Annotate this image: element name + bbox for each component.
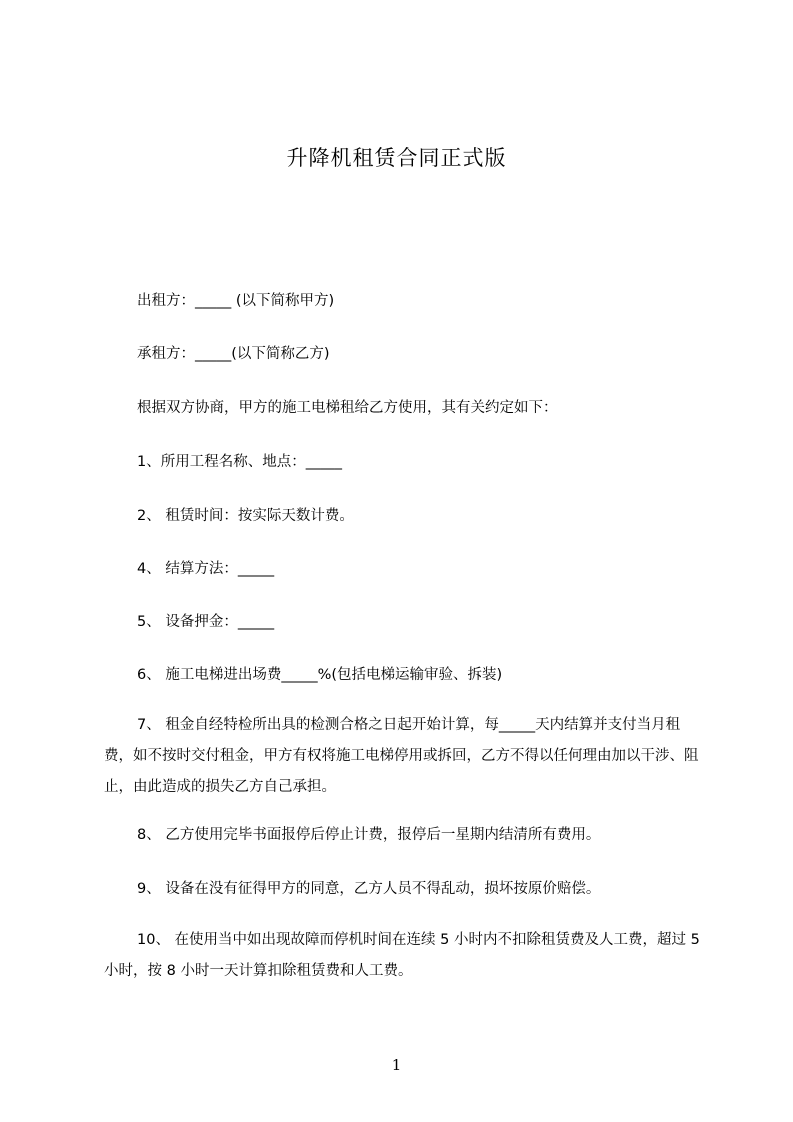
clause-1: 1、所用工程名称、地点：_____	[137, 454, 342, 470]
clause-6: 6、 施工电梯进出场费_____%(包括电梯运输审验、拆装)	[137, 667, 503, 683]
clause-8: 8、 乙方使用完毕书面报停后停止计费，报停后一星期内结清所有费用。	[137, 827, 601, 843]
clause-10: 10、 在使用当中如出现故障而停机时间在连续 5 小时内不扣除租赁费及人工费，超过 5 小时，按 8 小时一天计算扣除租赁费和人工费。	[104, 932, 700, 979]
page-number: 1	[391, 1056, 402, 1074]
lessor-line: 出租方：_____ (以下简称甲方)	[137, 293, 335, 309]
clause-5: 5、 设备押金：_____	[137, 614, 275, 630]
intro-line: 根据双方协商，甲方的施工电梯租给乙方使用，其有关约定如下：	[137, 400, 558, 416]
document-title: 升降机租赁合同正式版	[286, 146, 507, 170]
lessee-line: 承租方：_____(以下简称乙方)	[137, 346, 330, 362]
clause-2: 2、 租赁时间：按实际天数计费。	[137, 508, 354, 524]
clause-9: 9、 设备在没有征得甲方的同意，乙方人员不得乱动，损坏按原价赔偿。	[137, 881, 601, 897]
clause-7: 7、 租金自经特检所出具的检测合格之日起开始计算，每_____天内结算并支付当月租费，如不按时交付租金，甲方有权将施工电梯停用或拆回，乙方不得以任何理由加以干涉、阻止，由此造成的损失乙方自己承担。	[104, 717, 699, 795]
clause-4: 4、 结算方法：_____	[137, 561, 275, 577]
